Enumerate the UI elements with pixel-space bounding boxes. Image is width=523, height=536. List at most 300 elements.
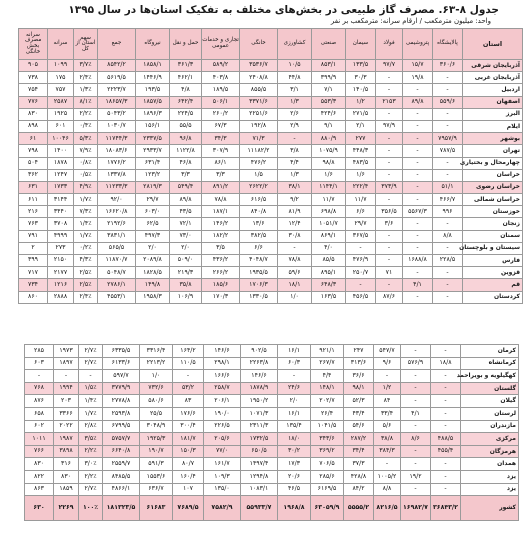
table-cell: -	[433, 279, 463, 291]
table-cell: ۳۱۳/۶	[344, 357, 374, 370]
table-cell: ۸۴۰/۸	[240, 206, 278, 218]
table-cell: -	[376, 84, 403, 96]
province-cell: قزوین	[463, 267, 523, 279]
table-cell: ۲۸۵	[25, 345, 54, 358]
table-cell: ۸۰/۷	[173, 458, 204, 471]
table-cell: ۰/۵٪	[74, 169, 98, 181]
table-cell: ۱۹۲۵	[48, 108, 74, 120]
table-row	[25, 445, 519, 458]
table-row	[19, 84, 523, 96]
table-cell: ۳۴/۳	[202, 133, 240, 145]
table-cell: ۳۷/۳	[344, 458, 374, 471]
table-cell: ۴۵۵/۴	[431, 445, 461, 458]
table-cell: ۸۶۹/۱	[312, 230, 346, 242]
province-cell: کردستان	[463, 291, 523, 303]
table-cell: -	[431, 345, 461, 358]
table-cell: ۱۹۲/۸	[240, 120, 278, 132]
table-cell: ۹/۶	[374, 357, 401, 370]
table-cell: ۲۲۶/۵	[204, 420, 241, 433]
table-cell: ۸/۸	[433, 230, 463, 242]
province-cell: لرستان	[461, 407, 519, 420]
table-cell: ۱۴۸/۱	[311, 382, 344, 395]
table-cell: ۱۱۰/۵	[173, 357, 204, 370]
province-cell: ایلام	[463, 120, 523, 132]
table-cell: ۱۵۰/۳	[173, 445, 204, 458]
table-cell: ۱/۰	[140, 370, 173, 383]
table-cell: ۶۱۶۸۳	[140, 496, 173, 521]
table-cell: ۱۱۷۴۴/۳	[98, 133, 136, 145]
table-cell: ۱۲۴۷	[48, 169, 74, 181]
table-cell: ۷۸/۸	[202, 194, 240, 206]
table-cell: ۷۷/۰	[204, 445, 241, 458]
table-cell: ۲/۵٪	[74, 267, 98, 279]
table-cell: ۲۵۹۳/۸	[103, 407, 140, 420]
table-cell: ۲/۲٪	[79, 445, 103, 458]
table-cell: ۱۱۸۷۰/۷	[98, 255, 136, 267]
table-cell: ۹۶/۸	[170, 133, 202, 145]
table-cell: ۷۹۱	[19, 230, 48, 242]
table-cell: ۲۸۷/۲	[344, 433, 374, 446]
table-cell: ۲/۱	[346, 120, 376, 132]
table-row	[19, 291, 523, 303]
table-cell: ۱۰۱۱	[25, 433, 54, 446]
table-cell: ۴۳/۵	[170, 206, 202, 218]
table-cell: ۲۷۷۸/۸	[103, 395, 140, 408]
table-cell: ۴/۴	[311, 370, 344, 383]
table-cell: ۱۹۳/۵	[136, 84, 170, 96]
header-cell: پتروشیمی	[403, 29, 433, 60]
table-cell: ۱۱۲۲/۸	[170, 145, 202, 157]
table-cell: ۳۰/۳	[346, 72, 376, 84]
table-cell: ۵۴۷/۷	[374, 345, 401, 358]
table-cell: ۱۹۳۵/۵	[240, 267, 278, 279]
table-cell: -	[403, 194, 433, 206]
table-cell: ۳/۱	[278, 84, 312, 96]
table-cell: -	[401, 483, 431, 496]
table-cell: -	[403, 120, 433, 132]
header-cell: سهم استان از کل	[74, 29, 98, 60]
table-cell: ۲۹۸/۱	[204, 357, 241, 370]
table-cell: ۱۸۵/۶	[202, 279, 240, 291]
table-cell: ۶۰۱	[48, 120, 74, 132]
table-cell: ۶۲/۵	[136, 218, 170, 230]
table-cell: ۲	[19, 242, 48, 254]
table-row	[25, 357, 519, 370]
table-row	[19, 96, 523, 108]
table-cell: ۳۶۱/۳	[170, 60, 202, 72]
province-cell: یزد	[461, 470, 519, 483]
table-cell: ۵۴/۶	[344, 420, 374, 433]
table-cell: ۵۵/۵	[170, 120, 202, 132]
table-cell: ۷/۱	[312, 84, 346, 96]
table-cell: ۸/۸	[374, 483, 401, 496]
table-cell: ۷۵۸۲/۹	[204, 496, 241, 521]
table-cell: ۱۰۰۴۶	[48, 133, 74, 145]
table-cell: ۸۱/۹	[278, 206, 312, 218]
province-cell: چهارمحال و بختیاری	[463, 157, 523, 169]
table-cell: ۶/۶	[346, 206, 376, 218]
table-row	[25, 407, 519, 420]
table-cell: -	[433, 242, 463, 254]
table-cell: ۸۷/۶	[376, 291, 403, 303]
table-cell: ۵۹/۶	[278, 267, 312, 279]
table-row	[19, 255, 523, 267]
table-cell: ۵۰۹/۰	[170, 255, 202, 267]
table-cell: ۳۹۹/۹	[312, 72, 346, 84]
table-cell: ۲۹/۷	[346, 218, 376, 230]
table-row	[19, 120, 523, 132]
table-cell: ۲۰۸۹/۸	[136, 255, 170, 267]
gas-consumption-table-part-2	[24, 344, 519, 521]
table-cell: ۲۴۰۸/۸	[240, 72, 278, 84]
province-cell: خراسان رضوی	[463, 181, 523, 193]
table-cell: ۲/۷٪	[79, 357, 103, 370]
table-cell: ۱۲۳/۲	[136, 169, 170, 181]
table-cell: ۶۱۱	[19, 194, 48, 206]
province-cell: قم	[463, 279, 523, 291]
table-cell: ۱/۵٪	[79, 382, 103, 395]
table-cell: ۱۷۶/۶	[173, 407, 204, 420]
table-cell: ۳۳/۴	[374, 407, 401, 420]
table-cell: ۱۹/۲	[401, 470, 431, 483]
table-cell: ۳۱۴۴	[48, 194, 74, 206]
table-cell: ۳۷۳/۹	[376, 181, 403, 193]
table-cell: -	[433, 291, 463, 303]
table-cell: ۱۷/۳	[278, 458, 311, 471]
header-cell: صنعتی	[312, 29, 346, 60]
table-cell: -	[401, 370, 431, 383]
table-cell: ۴/۰	[312, 242, 346, 254]
table-cell: -	[376, 157, 403, 169]
table-cell: ۴۸۸/۵	[431, 433, 461, 446]
table-cell: ۲۴۷	[344, 345, 374, 358]
table-cell: ۲۲۸/۵	[433, 255, 463, 267]
table-cell: ۱۰۷۱/۳	[241, 407, 278, 420]
table-cell: -	[401, 382, 431, 395]
province-cell: تهران	[463, 145, 523, 157]
table-cell: ۲۵/۵	[140, 407, 173, 420]
table-cell: ۱۰۷	[173, 483, 204, 496]
table-cell: ۵۶۱۹/۵	[98, 72, 136, 84]
table-cell: ۲۶۷/۷	[311, 357, 344, 370]
table-cell: ۸۵۳/۱	[312, 60, 346, 72]
table-cell: ۲۰۵/۶	[204, 433, 241, 446]
table-row	[25, 470, 519, 483]
table-cell: -	[401, 345, 431, 358]
table-cell: -	[376, 108, 403, 120]
table-cell: ۳۷۰۸	[48, 218, 74, 230]
province-cell: هرمزگان	[461, 445, 519, 458]
table-cell: ۸۶/۱	[202, 157, 240, 169]
table-cell: ۸۳	[173, 395, 204, 408]
table-cell: ۳۸/۸	[374, 433, 401, 446]
table-cell: ۱۸۹۷	[54, 357, 79, 370]
table-cell: ۶۰۳/۰	[136, 206, 170, 218]
table-cell: ۲/۸٪	[79, 420, 103, 433]
table-row	[25, 395, 519, 408]
table-cell: ۱/۴٪	[74, 218, 98, 230]
table-cell: ۲۲۶۳/۸	[241, 357, 278, 370]
table-cell: ۴۰۳/۸	[202, 72, 240, 84]
table-cell: -	[403, 242, 433, 254]
table-cell: ۱۹۰/۰	[204, 407, 241, 420]
table-cell: ۱۶/۱	[278, 407, 311, 420]
table-cell: ۲۰۲/۷	[311, 395, 344, 408]
table-cell: ۷۳/۰	[170, 230, 202, 242]
table-cell: -	[433, 169, 463, 181]
table-cell: ۸۴/۲	[344, 483, 374, 496]
table-cell: -	[374, 458, 401, 471]
table-cell: ۱۹۵۸/۳	[136, 291, 170, 303]
table-cell: -	[403, 157, 433, 169]
table-cell: ۱/۶	[346, 169, 376, 181]
table-cell: ۱۴۶/۶	[241, 370, 278, 383]
table-cell: ۱۸۷۸	[48, 157, 74, 169]
table-row	[25, 420, 519, 433]
table-cell: ۱۶۶۲۰/۸	[98, 206, 136, 218]
table-row	[19, 230, 523, 242]
gas-consumption-table-part-1	[18, 28, 523, 304]
table-cell: ۱۶۶/۶	[204, 370, 241, 383]
table-cell: ۳۶۰/۶	[433, 60, 463, 72]
table-cell: ۲۱۹۲/۶	[98, 218, 136, 230]
table-cell: ۲/۶	[278, 108, 312, 120]
table-cell: ۳۹۹	[19, 255, 48, 267]
table-cell: ۱/۷٪	[74, 230, 98, 242]
table-cell: ۱۶۸۸/۸	[403, 255, 433, 267]
table-row	[19, 206, 523, 218]
table-cell: ۴۴/۸	[278, 72, 312, 84]
table-cell: ۳۵/۸	[170, 279, 202, 291]
table-cell: ۶۳۱	[19, 181, 48, 193]
table-cell: ۹۷/۹	[376, 120, 403, 132]
table-cell: ۳۶/۶	[344, 370, 374, 383]
province-cell: البرز	[463, 108, 523, 120]
table-cell: ۱۷۷۶/۲	[98, 157, 136, 169]
table-cell: ۸۹۸	[19, 120, 48, 132]
table-cell: ۱/۷٪	[74, 194, 98, 206]
table-cell: ۲/۲٪	[74, 108, 98, 120]
header-cell: حمل و نقل	[170, 29, 202, 60]
header-cell: تجاری و خدمات عمومی	[202, 29, 240, 60]
table-cell: ۸۸۰/۹	[312, 133, 346, 145]
table-cell: -	[54, 370, 79, 383]
table-cell: ۲۵۵۹/۷	[103, 458, 140, 471]
table-cell: -	[376, 72, 403, 84]
table-cell: ۲/۰	[170, 242, 202, 254]
table-cell: ۳/۳	[170, 169, 202, 181]
table-row	[19, 72, 523, 84]
table-cell: ۷۲/۱	[170, 218, 202, 230]
table-cell: ۶۵۸	[25, 407, 54, 420]
table-cell: ۳۰/۲	[278, 445, 311, 458]
table-cell: ۳۷۷۹/۹	[103, 382, 140, 395]
table-cell: ۱۴۹/۸	[136, 279, 170, 291]
table-row	[19, 279, 523, 291]
table-cell: ۷۹۸	[19, 145, 48, 157]
table-cell: ۶۷/۳	[202, 120, 240, 132]
table-cell: ۶۱۶۹/۵	[311, 483, 344, 496]
table-cell: ۱۰۸۳/۱	[241, 483, 278, 496]
table-cell: ۱۸۵۸/۱	[136, 60, 170, 72]
table-cell: -	[346, 279, 376, 291]
table-cell: ۳۳۷۱/۶	[240, 96, 278, 108]
table-cell: ۳/۵٪	[79, 433, 103, 446]
table-cell: ۴/۱	[403, 279, 433, 291]
table-cell: -	[433, 72, 463, 84]
table-cell: -	[433, 84, 463, 96]
table-cell: ۱۴۹۷/۴	[241, 458, 278, 471]
table-cell: ۶۳۶/۷	[140, 483, 173, 496]
table-cell: ۲/۴٪	[74, 291, 98, 303]
table-cell: ۱۳۵/۰	[204, 483, 241, 496]
table-cell: ۲۸۸۸	[48, 291, 74, 303]
table-cell: ۴۶/۸	[170, 157, 202, 169]
table-cell: ۱۸۹۶/۳	[136, 108, 170, 120]
province-cell: خراسان شمالی	[463, 194, 523, 206]
table-cell: -	[376, 169, 403, 181]
table-cell: ۲/۲٪	[79, 470, 103, 483]
table-cell: ۵۷۶/۹	[401, 357, 431, 370]
table-cell: ۱/۶	[312, 169, 346, 181]
table-cell: ۹۷/۷	[376, 60, 403, 72]
table-cell: ۸/۶	[401, 433, 431, 446]
table-cell: ۱۸۷/۱	[202, 206, 240, 218]
table-cell: ۱۷۳۲/۵	[241, 433, 278, 446]
table-cell: ۲۱۵۳	[376, 96, 403, 108]
table-cell: ۳۶۸۴۳/۲	[431, 496, 461, 521]
province-cell: آذربایجان غربی	[463, 72, 523, 84]
table-cell: ۲/۹	[278, 120, 312, 132]
table-cell: ۵۵۹۳۳/۷	[241, 496, 278, 521]
province-cell: سمنان	[463, 230, 523, 242]
table-cell: ۵۸۰/۶	[140, 395, 173, 408]
table-cell: ۶۶۴۰/۸	[103, 445, 140, 458]
table-cell: ۴۹۹۹	[48, 230, 74, 242]
table-cell: -	[431, 395, 461, 408]
table-cell: ۰/۴٪	[74, 120, 98, 132]
table-row	[25, 458, 519, 471]
table-cell: ۵۵۹/۶	[433, 96, 463, 108]
table-cell: ۶۱۳۳/۶	[103, 357, 140, 370]
table-cell: ۷۶۸۹/۵	[173, 496, 204, 521]
table-cell: ۶۱۶/۵	[240, 194, 278, 206]
table-cell: ۵۱/۱	[433, 181, 463, 193]
province-cell: کرمان	[461, 345, 519, 358]
table-cell: ۶۴۸/۳	[312, 279, 346, 291]
table-cell: ۲۵۰/۷	[346, 267, 376, 279]
table-cell: -	[403, 181, 433, 193]
table-cell: ۲۱۷۷	[48, 267, 74, 279]
table-cell: ۴۴۸/۳	[346, 145, 376, 157]
table-cell: ۹/۱	[312, 120, 346, 132]
province-cell: کرمانشاه	[461, 357, 519, 370]
table-cell: ۳۸۹۸	[54, 445, 79, 458]
unit-note: واحد: میلیون مترمکعب / ارقام سرانه: مترمکعب بر نفر	[330, 17, 491, 25]
table-cell: ۷۱	[376, 267, 403, 279]
table-cell: -	[401, 458, 431, 471]
table-cell: ۳۰۴۸/۹	[140, 420, 173, 433]
table-cell: ۲۲۱۳/۲	[140, 357, 173, 370]
province-cell: کشور	[461, 496, 519, 521]
table-cell: ۱۹۵۰/۲	[241, 395, 278, 408]
table-cell: ۹۸/۱	[344, 382, 374, 395]
table-cell: ۷۸/۸	[278, 255, 312, 267]
province-cell: فارس	[463, 255, 523, 267]
table-cell: ۲۱۶	[19, 206, 48, 218]
table-cell: ۳۶۷/۵	[346, 230, 376, 242]
table-cell: ۱۱۱۸۲/۲	[240, 145, 278, 157]
table-row	[19, 181, 523, 193]
header-cell: سرانه مصرف بخش خانگی	[19, 29, 48, 60]
table-cell: ۳/۷٪	[74, 60, 98, 72]
table-cell: ۱۹/۸	[403, 72, 433, 84]
table-cell: ۵۳/۲	[173, 382, 204, 395]
table-cell: ۸۴۸۵/۵	[103, 470, 140, 483]
table-cell: ۳۸/۱	[278, 181, 312, 193]
table-cell: -	[376, 194, 403, 206]
province-cell: خراسان	[463, 169, 523, 181]
table-cell: ۷/۹٪	[74, 145, 98, 157]
table-cell: ۶۳۱/۴	[136, 157, 170, 169]
table-cell: ۲۰/۶	[278, 470, 311, 483]
table-cell: ۱۸۰۸۳/۶	[98, 145, 136, 157]
table-cell: ۴۲۴/۶	[312, 108, 346, 120]
table-cell: ۳۱۶	[54, 458, 79, 471]
table-cell: ۲/۰	[136, 242, 170, 254]
table-cell: ۲۹۳۳/۷	[136, 145, 170, 157]
table-cell: ۴/۱	[401, 407, 431, 420]
table-cell: -	[433, 218, 463, 230]
table-cell: ۲۹/۷	[136, 194, 170, 206]
table-cell: ۷۹۵۷/۹	[433, 133, 463, 145]
table-cell: ۱۹۶۸/۸	[278, 496, 311, 521]
table-cell: ۵۰۴۳/۲	[98, 108, 136, 120]
province-cell: بوشهر	[463, 133, 523, 145]
header-cell: استان	[463, 29, 523, 60]
table-cell: ۲۶۶/۲	[202, 267, 240, 279]
table-cell: -	[431, 382, 461, 395]
table-cell: ۱۱۴۴/۱	[312, 181, 346, 193]
table-cell: ۳۶۹/۲	[311, 445, 344, 458]
table-cell: ۲۱۵۰	[48, 255, 74, 267]
table-cell: ۱۳۳/۵	[346, 60, 376, 72]
table-cell: ۳۴۳/۶	[311, 433, 344, 446]
table-cell: -	[173, 370, 204, 383]
table-cell: ۷۳۴	[19, 279, 48, 291]
table-cell: -	[403, 84, 433, 96]
table-cell: ۳۵۳۶/۷	[240, 60, 278, 72]
table-cell: ۱۳۵/۴	[278, 420, 311, 433]
table-cell: ۱۶۰/۴	[173, 470, 204, 483]
table-cell: ۳۶۲	[19, 169, 48, 181]
table-cell: ۸۲۲	[25, 470, 54, 483]
table-cell: ۷۶۳	[19, 218, 48, 230]
table-cell: ۸۳۰	[19, 108, 48, 120]
table-cell: ۲۷۸۶/۱	[98, 279, 136, 291]
table-cell: ۳/۵	[202, 242, 240, 254]
table-cell: ۴۳۶/۲	[202, 255, 240, 267]
table-cell: -	[403, 145, 433, 157]
table-cell: -	[376, 279, 403, 291]
table-cell: ۶۳۰۵۹/۹	[311, 496, 344, 521]
table-cell: ۴۷۶/۲	[240, 157, 278, 169]
table-cell: ۶۳۰	[25, 496, 54, 521]
table-cell: ۷/۳٪	[74, 206, 98, 218]
table-row	[25, 370, 519, 383]
table-cell: ۴۸۳/۵	[346, 157, 376, 169]
table-cell: ۲۲۵۱/۶	[240, 108, 278, 120]
